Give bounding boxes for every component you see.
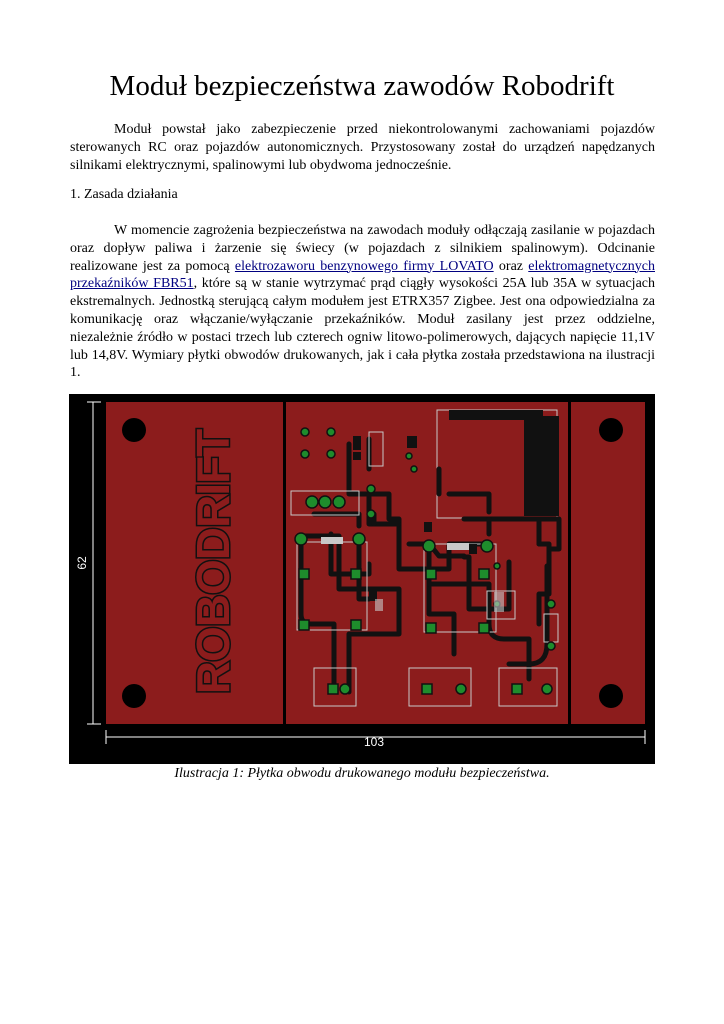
intro-text: Moduł powstał jako zabezpieczenie przed niekontrolowanymi zachowaniami pojazdów sterowanych RC oraz pojazdów autonomicznych. Przystosowany został do urządzeń napędzanych silnikami elektrycznymi, spalinowymi lub obydwoma jednocześnie. bbox=[70, 122, 655, 173]
mount-hole-top-right bbox=[599, 418, 623, 442]
body-paragraph bbox=[70, 222, 655, 382]
dimension-width-label: 103 bbox=[363, 735, 385, 749]
page-title: Moduł bezpieczeństwa zawodów Robodrift bbox=[109, 70, 615, 102]
mount-hole-bottom-left bbox=[122, 684, 146, 708]
pcb-illustration bbox=[69, 394, 655, 764]
lovato-valve-link[interactable]: elektrozaworu benzynowego firmy LOVATO bbox=[234, 258, 494, 274]
mount-hole-bottom-right bbox=[599, 684, 623, 708]
dimension-height-label: 62 bbox=[75, 556, 90, 570]
intro-paragraph bbox=[70, 121, 655, 174]
body-text-3: , które są w stanie wytrzymać prąd ciągły wysokości 25A lub 35A w sytuacjach ekstremalnych. Jednostką sterującą całym modułem jest ETRX357 Zigbee. Jest ona odpowiedzialna za komunikację oraz włączanie/wyłączanie przekaźników. Moduł zasilany jest przez oddzielne, niezależnie źródło w postaci trzech lub czterech ogniw litowo-polimerowych, dających napięcie 11,1V lub 14,8V. Wymiary płytki obwodów drukowanych, jak i cała płytka została przedstawiona na ilustracji 1. bbox=[70, 276, 655, 381]
body-text-2: oraz bbox=[493, 258, 529, 274]
fbr51-relay-link[interactable]: elektromagnetycznych przekaźników FBR51 bbox=[70, 258, 655, 292]
board-right-section bbox=[571, 402, 645, 724]
figure-caption: Ilustracja 1: Płytka obwodu drukowanego modułu bezpieczeństwa. bbox=[174, 766, 550, 781]
mount-hole-top-left bbox=[122, 418, 146, 442]
heatsink-block bbox=[524, 416, 559, 516]
board-logo: ROBODRIFT bbox=[187, 429, 240, 695]
body-text-1: W momencie zagrożenia bezpieczeństwa na zawodach moduły odłączają zasilanie w pojazdach oraz dopływ paliwa i żarzenie się świecy (w pojazdach z silnikiem spalinowym). Odcinanie realizowane jest za pomocą bbox=[70, 223, 655, 274]
section-heading: 1. Zasada działania bbox=[70, 187, 178, 202]
